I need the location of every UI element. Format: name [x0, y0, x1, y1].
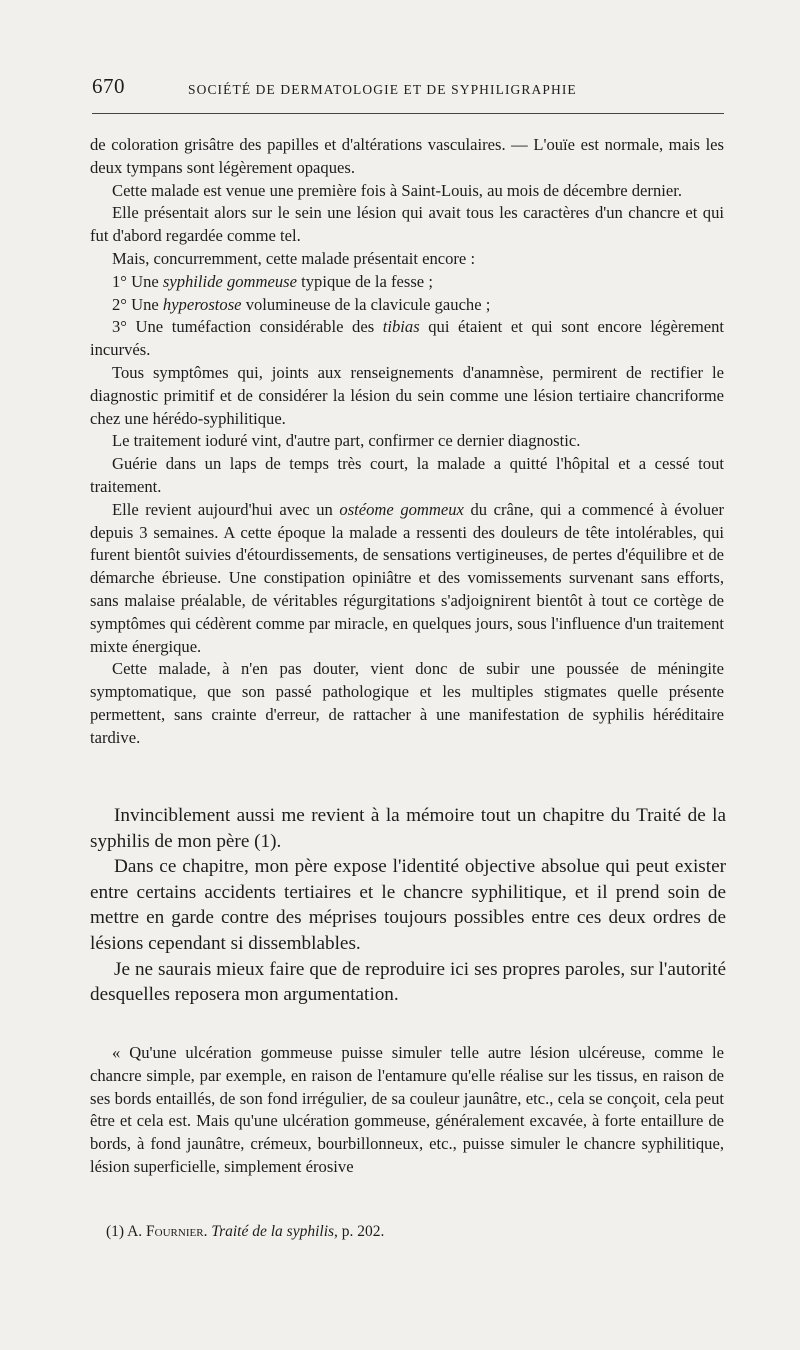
italic-term: tibias	[382, 317, 420, 337]
italic-term: hyperostose	[162, 294, 242, 314]
italic-term: ostéome gommeux	[339, 499, 464, 519]
paragraph: Le traitement ioduré vint, d'autre part, confirmer ce dernier diagnostic.	[112, 431, 581, 451]
footnote	[106, 1222, 726, 1242]
paragraph: Cette malade est venue une première fois à Saint-Louis, au mois de décembre dernier.	[112, 180, 682, 200]
list-text: qui étaient et qui sont encore légèrement incurvés.	[90, 317, 724, 360]
paragraph-text: du crâne, qui a commencé à évoluer depuis 3 semaines. A cette époque la malade a ressenti des douleurs de tête intolérables, qui furent bientôt suivies d'étourdissements, de sensations vertigineuses, de pertes d'équilibre et de démarche ébrieuse. Une constipation opiniâtre et des vomissements survenant sans efforts, sans malaise préalable, de véritables régurgitations s'adjoignirent bientôt à tout ce cortège de symptômes qui cédèrent comme par miracle, en quelques jours, sous l'influence d'un traitement mixte énergique.	[90, 499, 724, 656]
commentary-text	[90, 803, 726, 1008]
paragraph: Mais, concurremment, cette malade présentait encore :	[112, 248, 476, 268]
running-head: SOCIÉTÉ DE DERMATOLOGIE ET DE SYPHILIGRAPHIE	[188, 82, 577, 97]
italic-term: syphilide gommeuse	[162, 271, 297, 291]
paragraph: Guérie dans un laps de temps très court, la malade a quitté l'hôpital et a cessé tout traitement.	[90, 454, 724, 496]
quote-paragraph: « Qu'une ulcération gommeuse puisse simuler telle autre lésion ulcéreuse, comme le chancre simple, par exemple, en raison de l'entamure qu'elle réalise sur les tissus, en raison de ses bords entaillés, de son fond irrégulier, de sa couleur jaunâtre, etc., cela se conçoit, cela peut être et cela est. Mais qu'une ulcération gommeuse, généralement excavée, à forte entaillure de bords, à fond jaunâtre, crémeux, bourbillonneux, etc., puisse simuler le chancre syphilitique, lésion superficielle, simplement érosive	[90, 1043, 724, 1176]
quotation	[90, 1042, 724, 1179]
paragraph: Je ne saurais mieux faire que de reproduire ici ses propres paroles, sur l'autorité desquelles reposera mon argumentation.	[90, 958, 726, 1006]
footnote-author: Fournier	[146, 1223, 204, 1240]
paragraph: Elle présentait alors sur le sein une lésion qui avait tous les caractères d'un chancre et qui fut d'abord regardée comme tel.	[90, 203, 724, 246]
paragraph: Invinciblement aussi me revient à la mémoire tout un chapitre du Traité de la syphilis de mon père (1).	[90, 805, 726, 852]
list-text: 1° Une	[112, 271, 163, 291]
page-header	[90, 74, 730, 104]
list-text: volumineuse de la clavicule gauche ;	[241, 294, 491, 314]
list-text: 3° Une tuméfaction considérable des	[112, 317, 383, 337]
page-number: 670	[92, 74, 125, 98]
header-rule	[92, 113, 724, 114]
list-text: typique de la fesse ;	[297, 271, 433, 291]
footnote-marker: (1) A.	[106, 1223, 147, 1240]
paragraph: de coloration grisâtre des papilles et d'altérations vasculaires. — L'ouïe est normale, mais les deux tympans sont légèrement opaques.	[90, 135, 724, 177]
paragraph-text: Elle revient aujourd'hui avec un	[112, 499, 340, 519]
footnote-title: Traité de la syphilis	[211, 1223, 335, 1240]
paragraph: Tous symptômes qui, joints aux renseignements d'anamnèse, permirent de rectifier le diagnostic primitif et de considérer la lésion du sein comme une lésion tertiaire chancriforme chez une hérédo-syphilitique.	[90, 362, 724, 428]
list-item	[90, 316, 724, 362]
paragraph: Dans ce chapitre, mon père expose l'identité objective absolue qui peut exister entre certains accidents tertiaires et le chancre syphilitique, et il prend soin de mettre en garde contre des méprises toujours possibles entre ces deux ordres de lésions cependant si dissemblables.	[90, 856, 726, 954]
footnote-rest: , p. 202.	[334, 1223, 385, 1240]
list-item	[90, 294, 724, 317]
paragraph: Cette malade, à n'en pas douter, vient donc de subir une poussée de méningite symptomatique, que son passé pathologique et les multiples stigmates quelle présente permettent, sans crainte d'erreur, de rattacher à une manifestation de syphilis héréditaire tardive.	[90, 659, 724, 747]
footnote-sep: .	[203, 1223, 212, 1240]
list-text: 2° Une	[112, 294, 163, 314]
list-item	[90, 271, 724, 294]
paragraph	[90, 499, 724, 659]
case-report-text	[90, 134, 724, 750]
